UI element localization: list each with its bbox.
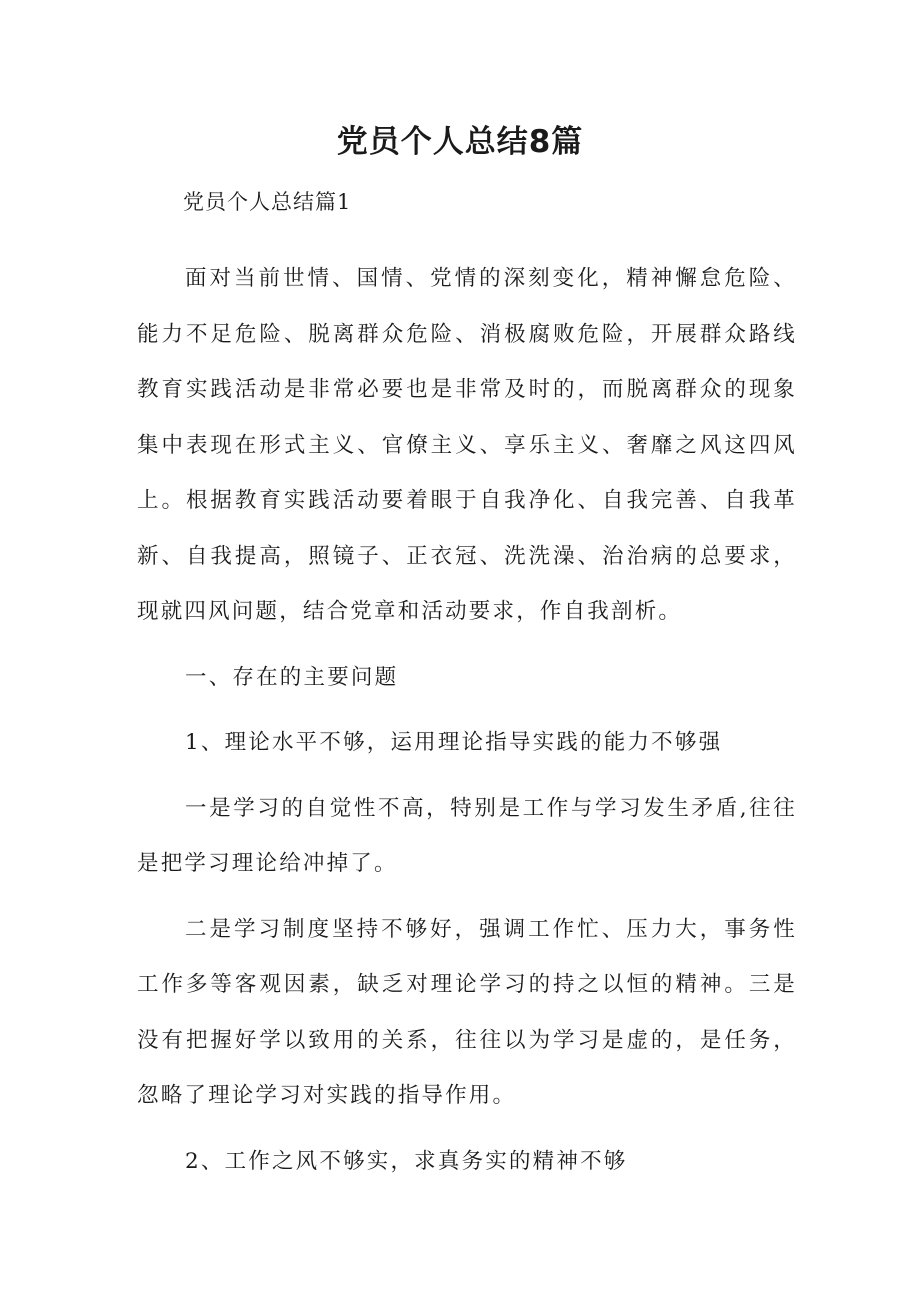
- document-title: 党员个人总结8篇: [336, 124, 584, 160]
- document-body: [137, 251, 797, 1189]
- paragraph-intro: 面对当前世情、国情、党情的深刻变化，精神懈怠危险、能力不足危险、脱离群众危险、消极腐败危险，开展群众路线教育实践活动是非常必要也是非常及时的，而脱离群众的现象集中表现在形式主义、官僚主义、享乐主义、奢靡之风这四风上。根据教育实践活动要着眼于自我净化、自我完善、自我革新、自我提高，照镜子、正衣冠、洗洗澡、治治病的总要求，现就四风问题，结合党章和活动要求，作自我剖析。: [137, 266, 797, 624]
- paragraph-point-two-three: 二是学习制度坚持不够好，强调工作忙、压力大，事务性工作多等客观因素，缺乏对理论学习的持之以恒的精神。三是没有把握好学以致用的关系，往往以为学习是虚的，是任务，忽略了理论学习对实践的指导作用。: [137, 916, 797, 1108]
- heading-main-problems: 一、存在的主要问题: [185, 664, 399, 690]
- paragraph-point-one: 一是学习的自觉性不高，特别是工作与学习发生矛盾,往往是把学习理论给冲掉了。: [137, 795, 797, 876]
- heading-theory-level: 1、理论水平不够，运用理论指导实践的能力不够强: [185, 730, 723, 755]
- heading-work-style: 2、工作之风不够实，求真务实的精神不够: [185, 1148, 628, 1174]
- section-subtitle: 党员个人总结篇1: [183, 190, 352, 214]
